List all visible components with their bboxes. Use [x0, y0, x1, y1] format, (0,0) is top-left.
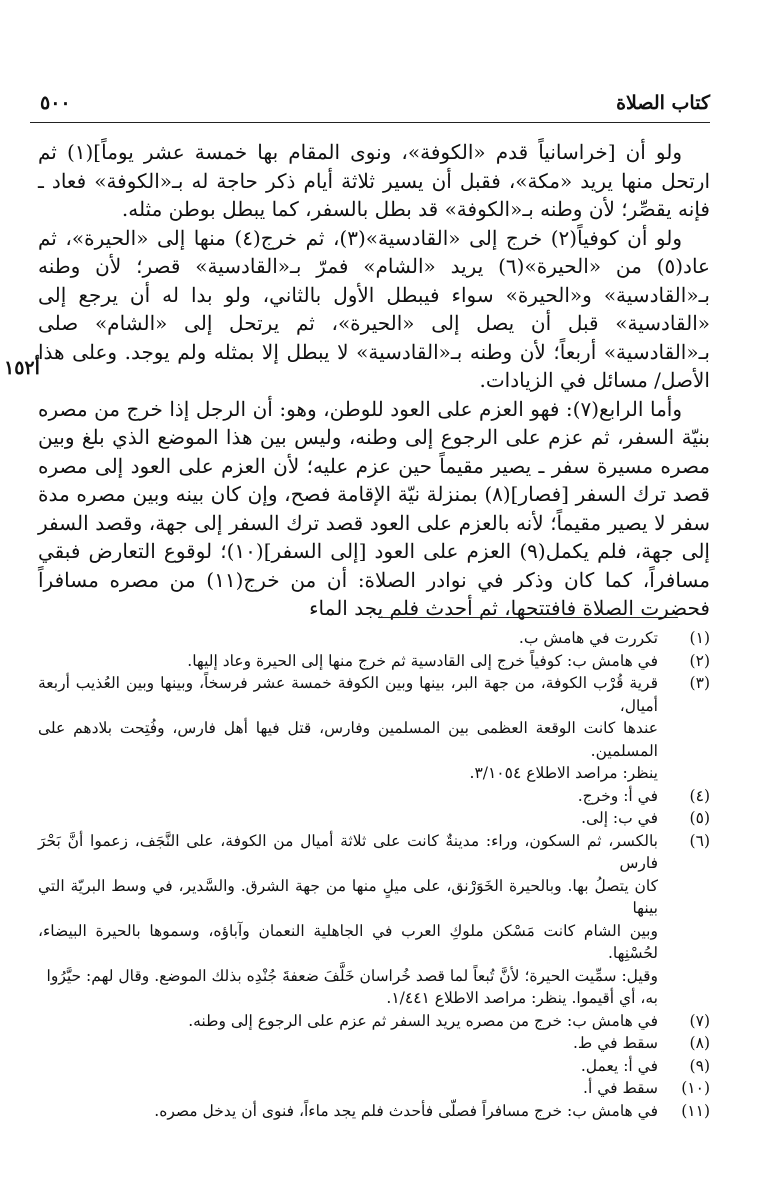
footnote-line: سقط في ط. [573, 1034, 658, 1052]
manuscript-folio-marker: أ١٥٢ [4, 357, 40, 379]
running-title: كتاب الصلاة [616, 92, 710, 114]
footnote [38, 785, 710, 808]
main-text [38, 138, 710, 623]
footnote-text [38, 1055, 658, 1078]
footnote-text [38, 1010, 658, 1033]
paragraph: ولو أن كوفياً(٢) خرج إلى «القادسية»(٣)، ثم خرج(٤) منها إلى «الحيرة»، ثم عاد(٥) من «الحيرة»(٦) يريد «الشام» فمرّ بـ«القادسية» قصر؛ لأن وطنه بـ«القادسية» و«الحيرة» سواء فيبطل الأول بالثاني، ولو بدا له أن يرجع إلى «القادسية» قبل أن يصل إلى «الحيرة»، ثم يرتحل إلى «الشام» صلى بـ«القادسية» أربعاً؛ لأن وطنه بـ«القادسية» لا يبطل إلا بمثله ولم يوجد. وعلى هذا الأصل/ مسائل في الزيادات. [38, 225, 710, 392]
footnote-number: (١٠) [681, 1079, 710, 1097]
footnote-text [38, 1032, 658, 1055]
footnote-number: (٥) [689, 809, 710, 827]
footnote-line: قرية قُرْب الكوفة، من جهة البر، بينها وبين الكوفة خمسة عشر فرسخاً، وبينها وبين العُذيب أربعة أميال، [38, 674, 658, 715]
footnote-line: وقيل: سمِّيت الحيرة؛ لأنَّ تُبعاً لما قصد خُراسان خَلَّفَ ضعفةَ جُنْدِه بذلك الموضع. وقال لهم: حيَّرُوا [46, 966, 658, 985]
footnote-line: في ب: إلى. [581, 809, 658, 827]
footnote [38, 1032, 710, 1055]
footnote-number: (٣) [689, 674, 710, 692]
paragraph: وأما الرابع(٧): فهو العزم على العود للوطن، وهو: أن الرجل إذا خرج من مصره بنيّة السفر، ثم عزم على الرجوع إلى وطنه، وليس بين هذا الموضع الذي بلغ وبين مصره مسيرة سفر ـ يصير مقيماً حين عزم عليه؛ لأن العزم على العود إلى مصره قصد ترك السفر [فصار](٨) بمنزلة نيّة الإقامة فصح، وإن كان بينه وبين مصره مدة سفر لا يصير مقيماً؛ لأنه بالعزم على العود قصد ترك السفر إلى جهة، وقصد السفر إلى جهة، فلم يكمل(٩) العزم على العود [إلى السفر](١٠)؛ لوقوع التعارض فبقي مسافراً، كما كان وذكر في نوادر الصلاة: أن من خرج(١١) من مصره مسافراً فحضرت الصلاة فافتتحها، ثم أحدث فلم يجد الماء [38, 396, 710, 620]
footnote [38, 650, 710, 673]
footnote [38, 830, 710, 1010]
footnote [38, 1055, 710, 1078]
footnote-number: (٩) [689, 1056, 710, 1075]
footnote-number: (٦) [689, 831, 710, 850]
footnote-number: (١) [689, 629, 710, 647]
footnote-text [38, 1100, 658, 1123]
footnote-line: به، أي أقيموا. ينظر: مراصد الاطلاع ١/٤٤١. [386, 989, 658, 1007]
footnote-text [38, 830, 658, 1010]
footnote [38, 672, 710, 785]
footnote-text [38, 807, 658, 830]
footnote-line: في أ: يعمل. [580, 1056, 658, 1075]
footnote [38, 1077, 710, 1100]
footnote-line: وبين الشام كانت مَسْكن ملوكِ العرب في الجاهلية النعمان وآباؤه، وسموها بالحيرة البيضاء، لحُسْنِها. [38, 921, 658, 962]
footnote-line: في هامش ب: كوفياً خرج إلى القادسية ثم خرج منها إلى الحيرة وعاد إليها. [187, 651, 658, 670]
footnote-line: في هامش ب: خرج من مصره يريد السفر ثم عزم على الرجوع إلى وطنه. [188, 1011, 658, 1030]
footnote-number: (٧) [689, 1011, 710, 1030]
footnote-text [38, 785, 658, 808]
footnote-text [38, 627, 658, 650]
footnote-line: في أ: وخرج. [577, 786, 658, 805]
footnote-text [38, 1077, 658, 1100]
footnote-line: عندها كانت الوقعة العظمى بين المسلمين وفارس، قتل فيها أهل فارس، وفُتِحت بلادهم على المسلمين. [38, 719, 658, 760]
footnote-line: كان يتصلُ بها. وبالحيرة الخَوَرْنق، على ميلٍ منها من جهة الشرق. والسَّدير، في وسط البريّة التي بينها [38, 876, 658, 917]
footnote-text [38, 650, 658, 673]
running-head [30, 92, 710, 123]
footnote-number: (٨) [689, 1034, 710, 1052]
footnote-line: بالكسر، ثم السكون، وراء: مدينةٌ كانت على ثلاثة أميال من الكوفة، على النَّجَف، زعموا أنَّ بَحْرَ فارس [38, 831, 658, 872]
footnote-number: (٢) [689, 651, 710, 670]
footnote-line: سقط في أ. [583, 1079, 658, 1097]
footnote [38, 807, 710, 830]
footnote-number: (٤) [689, 786, 710, 805]
footnote-line: تكررت في هامش ب. [518, 629, 658, 647]
footnote [38, 627, 710, 650]
footnote [38, 1100, 710, 1123]
footnote [38, 1010, 710, 1033]
footnote-text [38, 672, 658, 785]
page-number: ٥٠٠ [40, 92, 71, 114]
paragraph: ولو أن [خراسانياً قدم «الكوفة»، ونوى المقام بها خمسة عشر يوماً](١) ثم ارتحل منها يريد «مكة»، فقبل أن يسير ثلاثة أيام ذكر حاجة له بـ«الكوفة» فعاد ـ فإنه يقصِّر؛ لأن وطنه بـ«الكوفة» قد بطل بالسفر، كما يبطل بوطن مثله. [38, 140, 710, 221]
footnote-number: (١١) [681, 1101, 710, 1120]
footnote-line: في هامش ب: خرج مسافراً فصلّى فأحدث فلم يجد ماءاً، فنوى أن يدخل مصره. [154, 1101, 658, 1120]
footnotes [38, 627, 710, 1122]
footnote-line: ينظر: مراصد الاطلاع ٣/١٠٥٤. [469, 764, 658, 782]
footnote-divider [378, 617, 678, 618]
